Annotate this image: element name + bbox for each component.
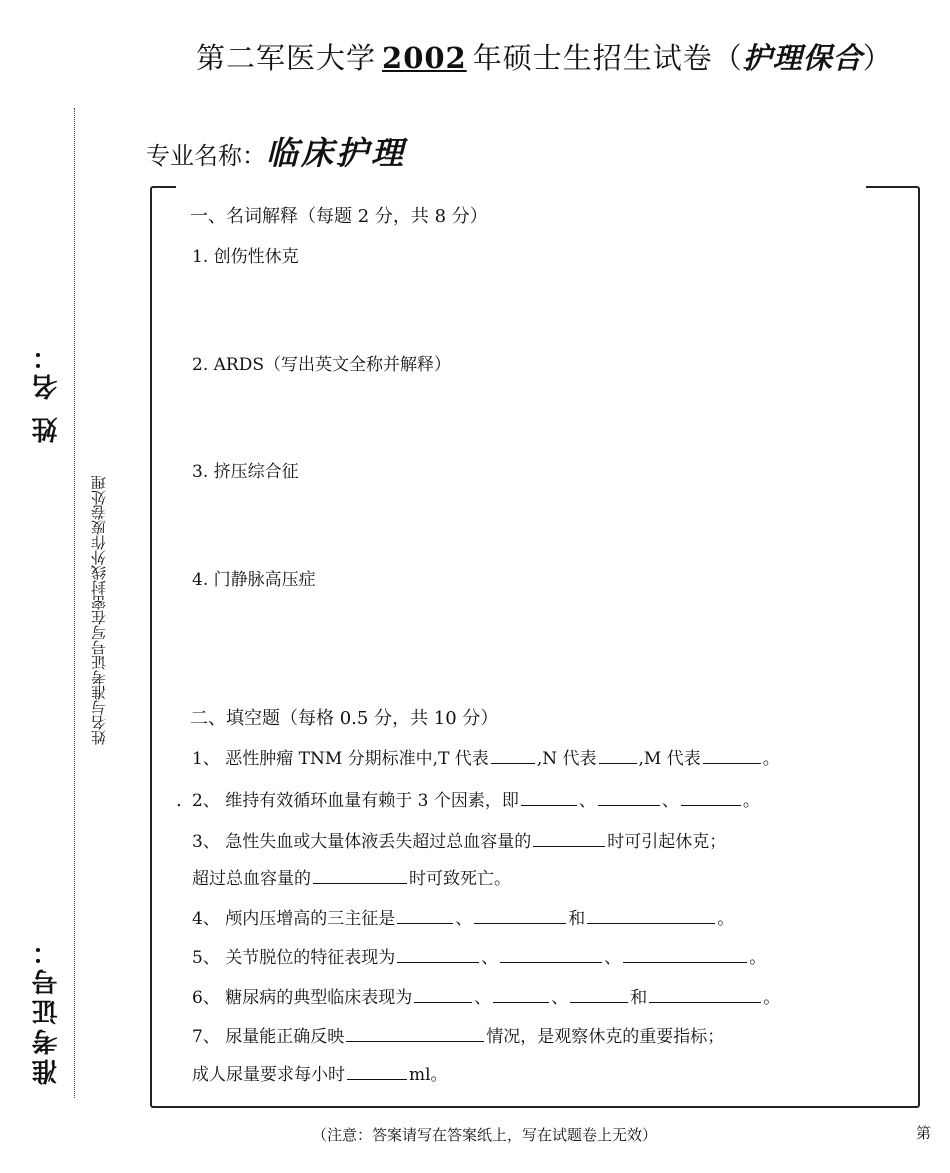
blank xyxy=(397,909,453,924)
title-handwritten: 护理保合 xyxy=(742,41,863,75)
q6-end: 。 xyxy=(763,988,781,1008)
fill-question-3-line2 xyxy=(192,864,511,889)
exam-title xyxy=(196,36,893,77)
term-item-4: 4. 门静脉高压症 xyxy=(192,570,316,590)
blank xyxy=(500,948,602,963)
q1-n: ,N 代表 xyxy=(536,749,597,769)
q7-num: 7、 xyxy=(192,1027,220,1047)
term-item-3: 3. 挤压综合征 xyxy=(192,462,299,482)
blank xyxy=(493,988,549,1003)
blank xyxy=(703,749,761,764)
blank xyxy=(313,869,407,884)
q6-sep: 、 xyxy=(551,988,569,1008)
q1-num: 1、 xyxy=(192,749,220,769)
blank xyxy=(346,1027,484,1042)
q1-m: ,M 代表 xyxy=(638,749,701,769)
title-prefix: 第二军医大学 xyxy=(196,41,377,75)
blank xyxy=(491,749,535,764)
q6-text: 糖尿病的典型临床表现为 xyxy=(225,988,413,1008)
blank xyxy=(623,948,747,963)
q2-text: 维持有效循环血量有赖于 3 个因素，即 xyxy=(225,791,519,811)
q4-end: 。 xyxy=(717,909,735,929)
seal-note: 姓名与准考证号写在密封线外作废卷处理 xyxy=(90,475,108,745)
seal-line xyxy=(74,108,75,1098)
blank xyxy=(598,791,660,806)
blank xyxy=(397,948,479,963)
page-number: 第 xyxy=(916,1124,932,1142)
fill-question-4 xyxy=(192,904,734,929)
fill-question-7-line2 xyxy=(192,1060,448,1085)
q6-sep: 、 xyxy=(474,988,492,1008)
blank xyxy=(414,988,472,1003)
q4-text: 颅内压增高的三主征是 xyxy=(225,909,396,929)
q3-line2b: 时可致死亡。 xyxy=(409,869,511,889)
footer-note: （注意：答案请写在答案纸上，写在试题卷上无效） xyxy=(312,1126,658,1144)
section1-heading: 一、名词解释（每题 2 分，共 8 分） xyxy=(190,206,488,227)
term-item-2: 2. ARDS（写出英文全称并解释） xyxy=(192,355,451,375)
q1-text: 恶性肿瘤 TNM 分期标准中,T 代表 xyxy=(225,749,489,769)
q5-end: 。 xyxy=(749,948,767,968)
q3-num: 3、 xyxy=(192,832,220,852)
q4-num: 4、 xyxy=(192,909,220,929)
fill-question-1 xyxy=(192,744,780,769)
fill-question-5 xyxy=(192,943,766,968)
q2-end: 。 xyxy=(742,791,760,811)
major-value: 临床护理 xyxy=(266,134,407,172)
fill-question-3 xyxy=(192,827,726,852)
q3-text: 急性失血或大量体液丢失超过总血容量的 xyxy=(225,832,532,852)
q5-sep: 、 xyxy=(481,948,499,968)
blank xyxy=(474,909,566,924)
q2-sep: 、 xyxy=(661,791,679,811)
q1-end: 。 xyxy=(762,749,780,769)
title-suffix: ） xyxy=(862,41,893,75)
q7-text2: 情况，是观察休克的重要指标； xyxy=(486,1027,725,1047)
fill-question-6 xyxy=(192,983,780,1008)
q3-text2: 时可引起休克； xyxy=(607,832,727,852)
blank xyxy=(347,1065,407,1080)
q4-sep: 、 xyxy=(455,909,473,929)
exam-id-label: 准考证号： xyxy=(32,935,62,1085)
q2-num: 2、 xyxy=(192,791,220,811)
section2-heading: 二、填空题（每格 0.5 分，共 10 分） xyxy=(190,708,499,729)
fill-question-2 xyxy=(192,786,760,811)
q2-sep: 、 xyxy=(578,791,596,811)
major-label: 专业名称： xyxy=(146,142,266,170)
q6-and: 和 xyxy=(630,988,648,1008)
blank xyxy=(587,909,715,924)
q7-line2a: 成人尿量要求每小时 xyxy=(192,1065,345,1085)
blank xyxy=(521,791,577,806)
q4-and: 和 xyxy=(568,909,586,929)
major-line xyxy=(146,128,406,174)
q5-num: 5、 xyxy=(192,948,220,968)
question-frame xyxy=(150,186,920,1108)
blank xyxy=(649,988,761,1003)
q7-text: 尿量能正确反映 xyxy=(225,1027,345,1047)
title-middle: 年硕士生招生试卷（ xyxy=(472,41,743,75)
blank xyxy=(681,791,741,806)
blank xyxy=(570,988,628,1003)
q6-num: 6、 xyxy=(192,988,220,1008)
q5-sep: 、 xyxy=(604,948,622,968)
q7-line2b: ml。 xyxy=(409,1065,448,1085)
name-label: 姓 名： xyxy=(32,340,62,444)
fill-question-7 xyxy=(192,1022,724,1047)
blank xyxy=(533,832,605,847)
frame-gap xyxy=(176,181,866,193)
blank xyxy=(599,749,637,764)
q5-text: 关节脱位的特征表现为 xyxy=(225,948,396,968)
exam-year: 2002 xyxy=(382,41,467,75)
margin-dot: . xyxy=(176,790,182,811)
term-item-1: 1. 创伤性休克 xyxy=(192,247,299,267)
q3-line2a: 超过总血容量的 xyxy=(192,869,311,889)
